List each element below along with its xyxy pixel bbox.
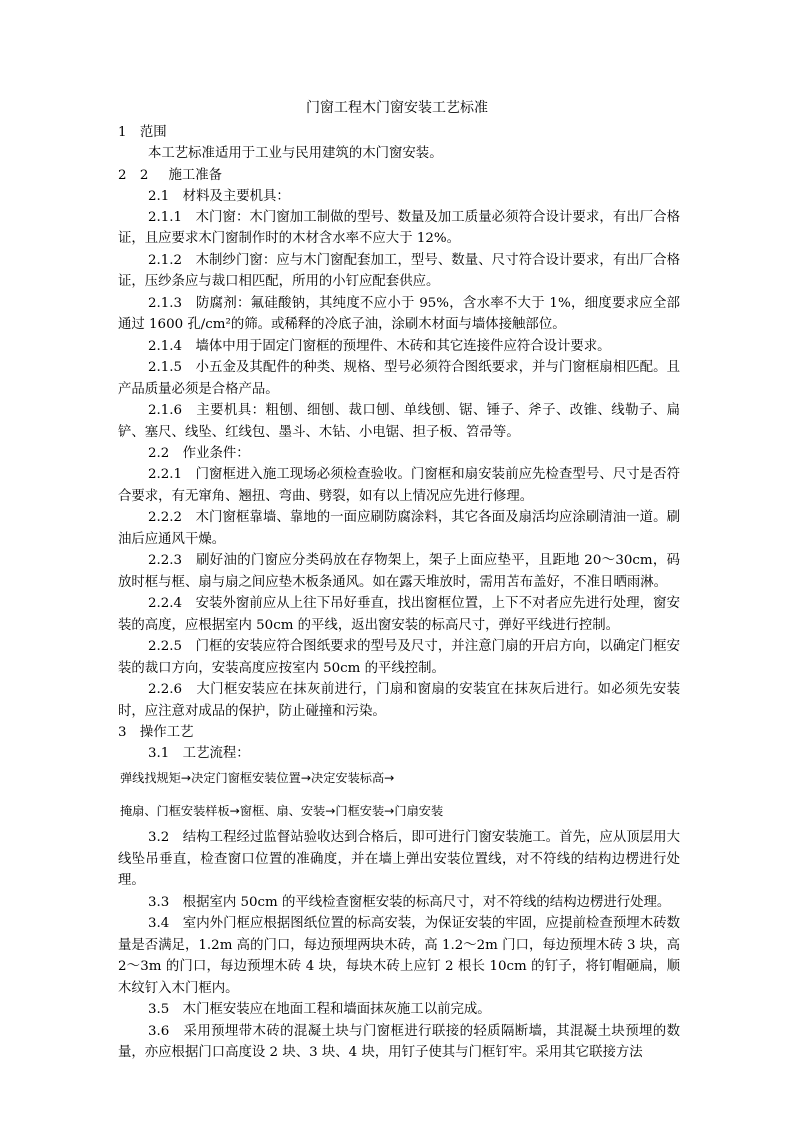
subsection-2-1: 2.1 材料及主要机具： — [148, 188, 290, 204]
section-1-text: 本工艺标准适用于工业与民用建筑的木门窗安装。 — [148, 146, 443, 161]
subsection-3-1: 3.1 工艺流程： — [148, 746, 250, 761]
paragraph-2-2-2: 2.2.2 木门窗框靠墙、靠地的一面应刷防腐涂料，其它各面及扇活均应涂刷清油一道。刷油后应通风干燥。 — [118, 510, 680, 547]
section-2-number: 2 2 — [118, 167, 149, 183]
document-title: 门窗工程木门窗安装工艺标准 — [306, 100, 488, 116]
section-1-heading: 1 范围 — [118, 125, 167, 140]
paragraph-2-2-4: 2.2.4 安装外窗前应从上往下吊好垂直，找出窗框位置，上下不对者应先进行处理，窗安装的高度，应根据室内 50cm 的平线，返出窗安装的标高尺寸，弹好平线进行控制。 — [118, 596, 680, 633]
paragraph-3-4: 3.4 室内外门框应根据图纸位置的标高安装，为保证安装的牢固，应提前检查预埋木砖数量是否满足，1.2m 高的门口，每边预埋两块木砖，高 1.2～2m 门口，每边预埋木砖 3 块，高 2～3m 的门口，每边预埋木砖 4 块，每块木砖上应钉 2 根长 10cm 的钉子，将钉帽砸扁，顺木纹钉入木门框内。 — [118, 916, 680, 996]
paragraph-2-1-2: 2.1.2 木制纱门窗：应与木门窗配套加工，型号、数量、尺寸符合设计要求，有出厂合格证，压纱条应与裁口相匹配，所用的小钉应配套供应。 — [118, 252, 680, 289]
section-2-heading — [118, 165, 680, 186]
paragraph-3-3: 3.3 根据室内 50cm 的平线检查窗框安装的标高尺寸，对不符线的结构边楞进行处理。 — [148, 894, 671, 910]
paragraph-2-1-1: 2.1.1 木门窗：木门窗加工制做的型号、数量及加工质量必须符合设计要求，有出厂合格证，且应要求木门窗制作时的木材含水率不应大于 12%。 — [118, 209, 680, 246]
paragraph-2-2-3: 2.2.3 刷好油的门窗应分类码放在存物架上，架子上面应垫平，且距地 20～30cm，码放时框与框、扇与扇之间应垫木板条通风。如在露天堆放时，需用苫布盖好，不准日晒雨淋。 — [118, 553, 680, 590]
paragraph-2-2-1: 2.2.1 门窗框进入施工现场必须检查验收。门窗框和扇安装前应先检查型号、尺寸是否符合要求，有无窜角、翘扭、弯曲、劈裂，如有以上情况应先进行修理。 — [118, 467, 680, 504]
paragraph-2-1-3: 2.1.3 防腐剂：氟硅酸钠，其纯度不应小于 95%，含水率不大于 1%，细度要求应全部通过 1600 孔/cm²的筛。或稀释的冷底子油，涂刷木材面与墙体接触部位。 — [118, 295, 680, 332]
process-flow-line-1: 弹线找规矩→决定门窗框安装位置→决定安装标高→ — [120, 771, 395, 785]
paragraph-3-5: 3.5 木门框安装应在地面工程和墙面抹灰施工以前完成。 — [148, 1002, 491, 1017]
paragraph-2-1-4: 2.1.4 墙体中用于固定门窗框的预埋件、木砖和其它连接件应符合设计要求。 — [148, 338, 611, 354]
document-body — [118, 122, 680, 1064]
paragraph-2-1-6: 2.1.6 主要机具：粗刨、细刨、裁口刨、单线刨、锯、锤子、斧子、改锥、线勒子、扁铲、塞尺、线坠、红线包、墨斗、木钻、小电锯、担子板、笤帚等。 — [118, 403, 680, 440]
section-3-heading: 3 操作工艺 — [118, 725, 194, 740]
paragraph-2-2-5: 2.2.5 门框的安装应符合图纸要求的型号及尺寸，并注意门扇的开启方向，以确定门框安装的裁口方向，安装高度应按室内 50cm 的平线控制。 — [118, 639, 680, 676]
subsection-2-2: 2.2 作业条件： — [148, 446, 250, 461]
paragraph-3-6: 3.6 采用预埋带木砖的混凝土块与门窗框进行联接的轻质隔断墙，其混凝土块预埋的数量，亦应根据门口高度设 2 块、3 块、4 块，用钉子使其与门框钉牢。采用其它联接方法 — [118, 1023, 680, 1060]
paragraph-2-1-5: 2.1.5 小五金及其配件的种类、规格、型号必须符合图纸要求，并与门窗框扇相匹配。且产品质量必须是合格产品。 — [118, 360, 680, 397]
section-2-title: 施工准备 — [168, 167, 222, 183]
process-flow-line-2: 掩扇、门框安装样板→窗框、扇、安装→门框安装→门扇安装 — [120, 804, 444, 818]
paragraph-3-2: 3.2 结构工程经过监督站验收达到合格后，即可进行门窗安装施工。首先，应从顶层用大线坠吊垂直，检查窗口位置的准确度，并在墙上弹出安装位置线，对不符线的结构边楞进行处理。 — [118, 830, 680, 888]
paragraph-2-2-6: 2.2.6 大门框安装应在抹灰前进行，门扇和窗扇的安装宜在抹灰后进行。如必须先安装时，应注意对成品的保护，防止碰撞和污染。 — [118, 682, 680, 719]
